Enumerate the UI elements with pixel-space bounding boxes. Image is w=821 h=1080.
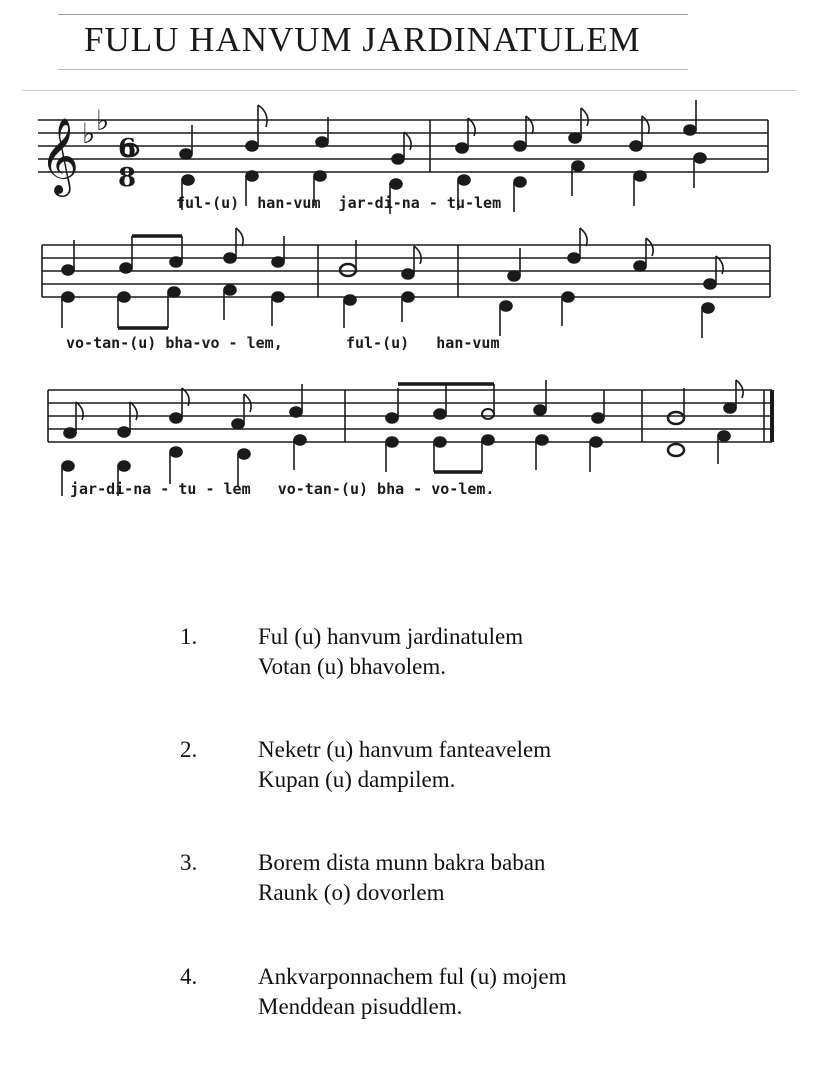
verse-2: [180, 735, 740, 797]
verse-line: Ankvarponnachem ful (u) mojem: [258, 964, 567, 989]
flat-icon: ♭: [96, 104, 110, 137]
lyric-line-3: jar-di-na - tu - lem vo-tan-(u) bha - vo-lem.: [70, 480, 495, 498]
verse-3: [180, 848, 740, 910]
verse-line: Ful (u) hanvum jardinatulem: [258, 624, 524, 649]
treble-clef-icon: 𝄞: [40, 117, 80, 194]
verse-4: [180, 962, 740, 1024]
time-signature: 6: [118, 134, 137, 164]
verse-1: [180, 622, 740, 684]
song-title: FULU HANVUM JARDINATULEM: [84, 20, 641, 59]
verse-number: 4.: [180, 964, 198, 989]
flat-icon: ♭: [82, 117, 96, 150]
time-signature: 8: [118, 163, 137, 193]
verse-line: Raunk (o) dovorlem: [258, 880, 445, 905]
staff-system-3: [48, 390, 772, 442]
verse-line: Menddean pisuddlem.: [258, 994, 463, 1019]
verse-line: Votan (u) bhavolem.: [258, 654, 447, 679]
verse-number: 3.: [180, 850, 198, 875]
verse-number: 1.: [180, 624, 198, 649]
verse-line: Neketr (u) hanvum fanteavelem: [258, 737, 552, 762]
staff-system-1: [38, 120, 768, 172]
verse-number: 2.: [180, 737, 198, 762]
verse-line: Kupan (u) dampilem.: [258, 767, 456, 792]
lyric-line-2: vo-tan-(u) bha-vo - lem, ful-(u) han-vum: [66, 334, 500, 352]
verse-line: Borem dista munn bakra baban: [258, 850, 546, 875]
notes-system-3: [62, 380, 743, 496]
lyric-line-1: ful-(u) han-vum jar-di-na - tu-lem: [176, 194, 502, 212]
